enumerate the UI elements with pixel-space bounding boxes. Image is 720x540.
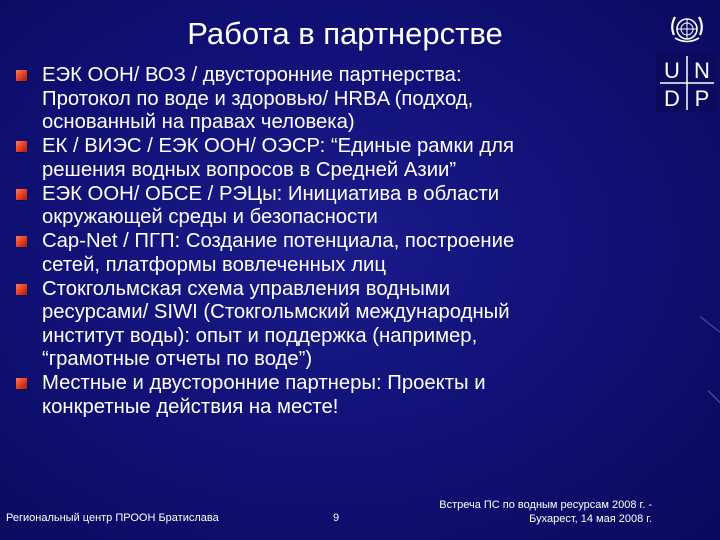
- bullet-line: Cap-Net / ПГП: Создание потенциала, построение: [42, 230, 515, 252]
- bullet-list: [16, 64, 636, 420]
- bullet-line: конкретные действия на месте!: [42, 395, 339, 418]
- decorative-line: [708, 390, 720, 405]
- slide-title: Работа в партнерстве: [187, 16, 503, 51]
- bullet-item: [16, 278, 636, 372]
- footer-organization: Региональный центр ПРООН Братислава: [6, 512, 219, 524]
- bullet-line: Стокгольмская схема управления водными: [42, 277, 451, 300]
- logo-letter-d: D: [664, 86, 680, 111]
- bullet-item: [16, 230, 636, 277]
- bullet-line: ресурсами/ SIWI (Стокгольмский международный: [42, 301, 510, 323]
- bullet-line: Местные и двусторонние партнеры: Проекты и: [42, 372, 486, 394]
- bullet-item: [16, 64, 636, 135]
- bullet-item: [16, 135, 636, 182]
- bullet-item: [16, 183, 636, 230]
- bullet-square-icon: [16, 236, 27, 247]
- bullet-line: окружающей среды и безопасности: [42, 206, 378, 228]
- bullet-line: ЕЭК ООН/ ВОЗ / двусторонние партнерства:: [42, 64, 462, 86]
- bullet-square-icon: [16, 141, 27, 152]
- bullet-square-icon: [16, 284, 27, 295]
- un-emblem-icon: [672, 17, 702, 42]
- bullet-line: основанный на правах человека): [42, 111, 355, 133]
- bullet-line: сетей, платформы вовлеченных лиц: [42, 253, 386, 276]
- footer-event: [400, 498, 652, 526]
- undp-logo: [656, 4, 718, 112]
- bullet-item: [16, 372, 636, 419]
- bullet-line: институт воды): опыт и поддержка (например,: [42, 324, 478, 347]
- logo-letter-p: P: [694, 86, 710, 111]
- bullet-line: ЕЭК ООН/ ОБСЕ / РЭЦы: Инициатива в области: [42, 182, 500, 205]
- page-number: 9: [333, 512, 340, 524]
- logo-letter-n: N: [694, 58, 710, 83]
- bullet-line: “грамотные отчеты по воде”): [42, 348, 313, 370]
- footer-event-line: Бухарест, 14 мая 2008 г.: [529, 513, 652, 525]
- bullet-square-icon: [16, 70, 27, 81]
- bullet-line: Протокол по воде и здоровью/ HRBA (подход,: [42, 87, 474, 110]
- bullet-line: решения водных вопросов в Средней Азии”: [42, 158, 457, 181]
- footer-event-line: Встреча ПС по водным ресурсам 2008 г. -: [439, 499, 652, 511]
- bullet-line: ЕК / ВИЭС / ЕЭК ООН/ ОЭСР: “Единые рамки для: [42, 135, 514, 157]
- decorative-line: [700, 316, 720, 338]
- bullet-square-icon: [16, 189, 27, 200]
- bullet-square-icon: [16, 378, 27, 389]
- logo-letter-u: U: [664, 58, 680, 83]
